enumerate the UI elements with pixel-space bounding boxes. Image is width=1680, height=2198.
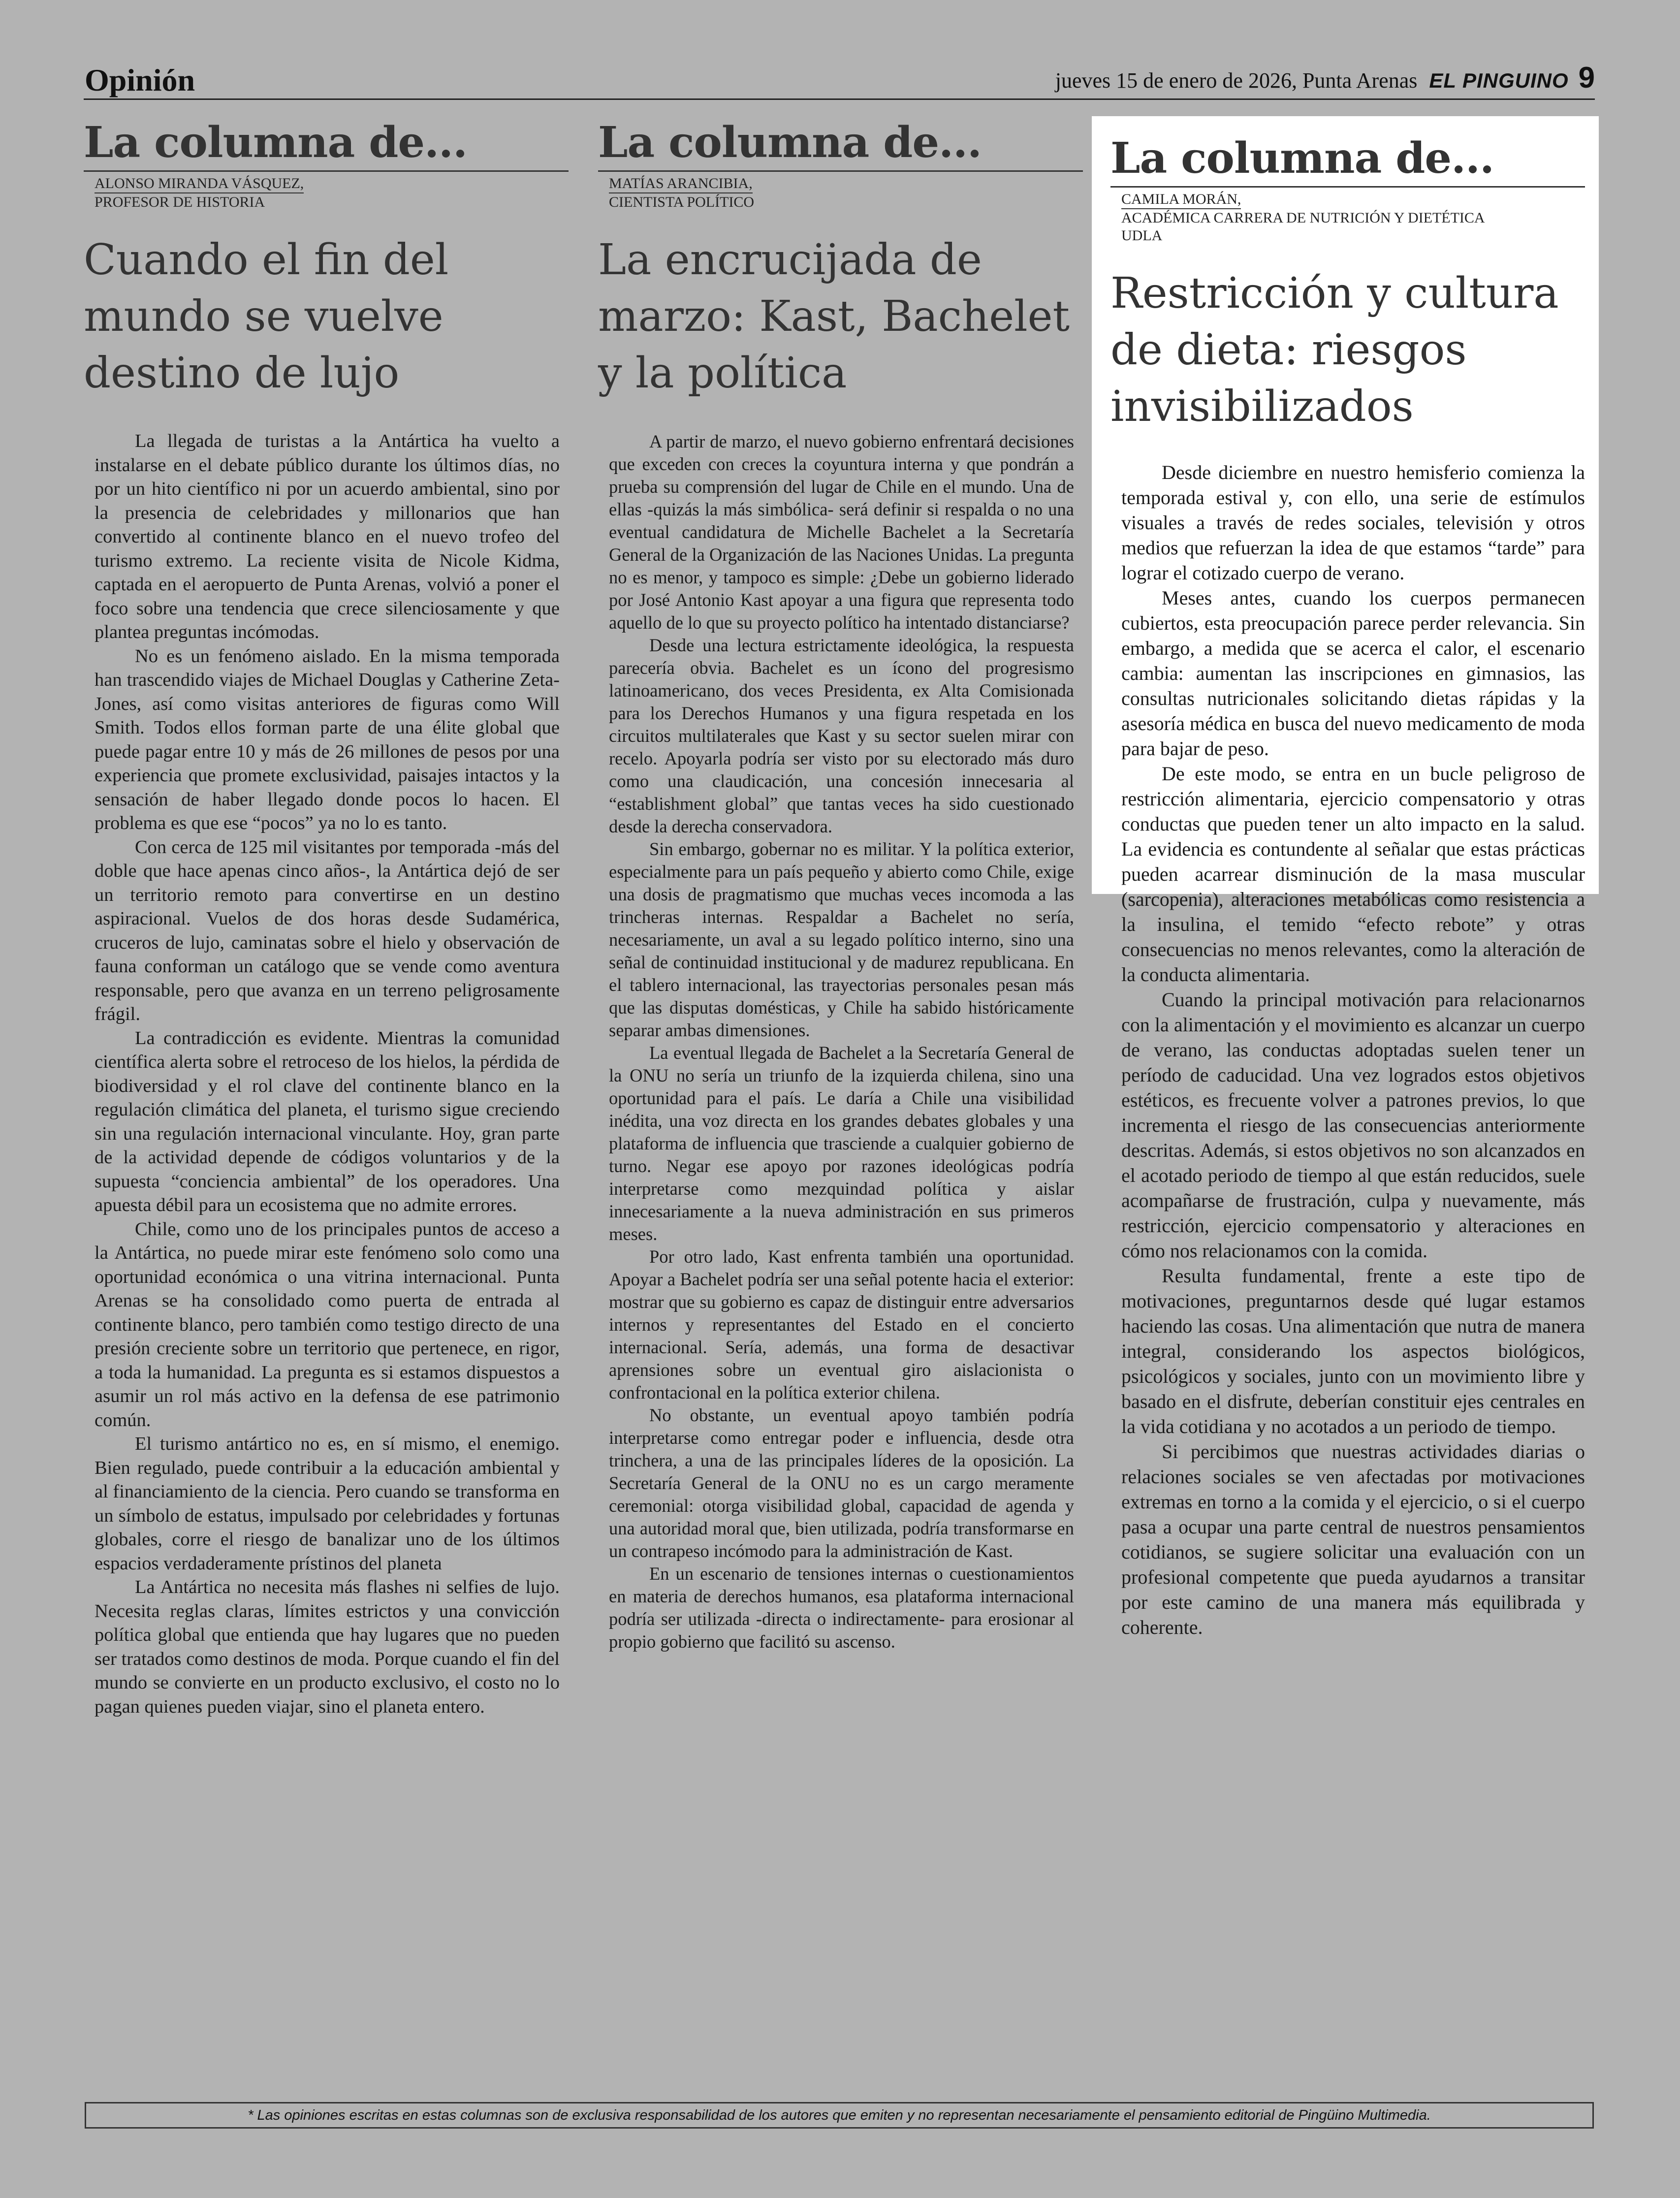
paragraph: Por otro lado, Kast enfrenta también una oportunidad. Apoyar a Bachelet podría ser una señal potente hacia el exterior: mostrar que su gobierno es capaz de distinguir entre adversarios internos y representantes del Estado en el concierto internacional. Sería, además, una forma de desactivar aprensiones sobre un eventual giro aislacionista o confrontacional en la política exterior chilena. xyxy=(609,1246,1074,1402)
page-number: 9 xyxy=(1578,61,1595,94)
paragraph: Desde diciembre en nuestro hemisferio comienza la temporada estival y, con ello, una serie de estímulos visuales a través de redes sociales, televisión y otros medios que refuerzan la idea de que estamos “tarde” para lograr el cotizado cuerpo de verano. xyxy=(1121,461,1585,584)
author-role: PROFESOR DE HISTORIA xyxy=(95,194,265,210)
paragraph: La eventual llegada de Bachelet a la Secretaría General de la ONU no sería un triunfo de la izquierda chilena, sino una oportunidad para el país. Le daría a Chile una visibilidad inédita, una voz directa en los grandes debates globales y una plataforma de influencia que trasciende a cualquier gobierno de turno. Negar ese apoyo por razones ideológicas podría interpretarse como mezquindad política y aislar innecesariamente a la nueva administración en sus primeros meses. xyxy=(609,1043,1074,1244)
opinion-column-1 xyxy=(84,118,569,2058)
paragraph: A partir de marzo, el nuevo gobierno enfrentará decisiones que exceden con creces la coyuntura interna y que pondrán a prueba su comprensión del lugar de Chile en el mundo. Una de ellas -quizás la más simbólica- será definir si respalda o no una eventual candidatura de Michelle Bachelet a la Secretaría General de la Organización de las Naciones Unidas. La pregunta no es menor, y tampoco es simple: ¿Debe un gobierno liderado por José Antonio Kast apoyar a una figura que representa todo aquello de lo que su proyecto político ha intentado distanciarse? xyxy=(609,431,1074,633)
byline xyxy=(598,175,1083,211)
kicker-divider xyxy=(84,170,569,172)
disclaimer-box: * Las opiniones escritas en estas columnas son de exclusiva responsabilidad de los autores que emiten y no representan necesariamente el pensamiento editorial de Pingüino Multimedia. xyxy=(85,2102,1594,2129)
paragraph: Si percibimos que nuestras actividades diarias o relaciones sociales se ven afectadas por motivaciones extremas en torno a la comida y el ejercicio, o si el cuerpo pasa a ocupar una parte central de nuestros pensamientos cotidianos, se sugiere solicitar una evaluación con un profesional competente que pueda ayudarnos a transitar por este camino de una manera más equilibrada y coherente. xyxy=(1121,1440,1585,1638)
paragraph: No obstante, un eventual apoyo también podría interpretarse como entregar poder e influencia, desde otra trinchera, a una de las principales líderes de la oposición. La Secretaría General de la ONU no es un cargo meramente ceremonial: otorga visibilidad global, capacidad de agenda y una autoridad moral que, bien utilizada, podría transformarse en un contrapeso incómodo para la administración de Kast. xyxy=(609,1405,1074,1561)
section-name: Opinión xyxy=(85,63,195,97)
opinion-column-3 xyxy=(1092,116,1599,1638)
article-body xyxy=(598,430,1083,1653)
newspaper-logo: EL PINGUINO xyxy=(1429,69,1569,92)
article-body xyxy=(84,429,569,1719)
byline xyxy=(84,175,569,211)
kicker-divider xyxy=(1110,186,1585,188)
article-headline: La encrucijada de marzo: Kast, Bachelet y la política xyxy=(598,235,1070,398)
opinion-column-2 xyxy=(598,118,1083,2058)
page-header xyxy=(84,59,1595,100)
paragraph: Chile, como uno de los principales puntos de acceso a la Antártica, no puede mirar este fenómeno solo como una oportunidad económica o una vitrina internacional. Punta Arenas se ha consolidado como puerta de entrada al continente blanco, pero también como testigo directo de una presión creciente sobre un territorio que pertenece, en rigor, a toda la humanidad. La pregunta es si estamos dispuestos a asumir un rol más activo en la defensa de ese patrimonio común. xyxy=(95,1218,560,1431)
paragraph: En un escenario de tensiones internas o cuestionamientos en materia de derechos humanos, esa plataforma internacional podría ser utilizada -directa o indirectamente- para erosionar al propio gobierno que facilitó su ascenso. xyxy=(609,1563,1074,1652)
byline xyxy=(1110,191,1585,245)
column-kicker: La columna de... xyxy=(84,118,467,167)
header-meta xyxy=(1055,61,1595,94)
paragraph: La contradicción es evidente. Mientras la comunidad científica alerta sobre el retroceso de los hielos, la pérdida de biodiversidad y el rol clave del continente blanco en la regulación climática del planeta, el turismo sigue creciendo sin una regulación internacional vinculante. Hoy, gran parte de la actividad depende de códigos voluntarios y de la supuesta “conciencia ambiental” de los operadores. Una apuesta débil para un ecosistema que no admite errores. xyxy=(95,1027,560,1215)
dateline: jueves 15 de enero de 2026, Punta Arenas xyxy=(1055,68,1418,93)
paragraph: Meses antes, cuando los cuerpos permanecen cubiertos, esta preocupación parece perder relevancia. Sin embargo, a medida que se acerca el calor, el escenario cambia: aumentan las inscripciones en gimnasios, las consultas nutricionales solicitando dietas rápidas y la asesoría médica en busca del nuevo medicamento de moda para bajar de peso. xyxy=(1121,587,1585,760)
article-headline: Restricción y cultura de dieta: riesgos invisibilizados xyxy=(1110,269,1559,431)
column-kicker: La columna de... xyxy=(598,118,982,167)
article-headline: Cuando el fin del mundo se vuelve destino de lujo xyxy=(84,235,449,398)
article-body xyxy=(1110,460,1585,1640)
paragraph: Resulta fundamental, frente a este tipo de motivaciones, preguntarnos desde qué lugar estamos haciendo las cosas. Una alimentación que nutra de manera integral, considerando los aspectos biológicos, psicológicos y sociales, junto con un movimiento libre y basado en el disfrute, deberían constituir ejes centrales en la vida cotidiana y no acotados a un periodo de tiempo. xyxy=(1121,1265,1585,1437)
paragraph: La Antártica no necesita más flashes ni selfies de lujo. Necesita reglas claras, límites estrictos y una convicción política global que entienda que hay lugares que no pueden ser tratados como destinos de moda. Porque cuando el fin del mundo se convierte en un producto exclusivo, el costo no lo pagan quienes pueden viajar, sino el planeta entero. xyxy=(95,1577,560,1717)
author-name: ALONSO MIRANDA VÁSQUEZ, xyxy=(95,175,304,193)
column-kicker: La columna de... xyxy=(1110,133,1494,183)
author-organization: UDLA xyxy=(1121,227,1163,244)
paragraph: No es un fenómeno aislado. En la misma temporada han trascendido viajes de Michael Douglas y Catherine Zeta-Jones, así como visitas anteriores de figuras como Will Smith. Todos ellos forman parte de una élite global que puede pagar entre 10 y más de 26 millones de pesos por una experiencia que promete exclusividad, paisajes intactos y la sensación de haber llegado donde pocos lo hacen. El problema es que ese “pocos” ya no lo es tanto. xyxy=(95,645,560,833)
paragraph: Cuando la principal motivación para relacionarnos con la alimentación y el movimiento es alcanzar un cuerpo de verano, las conductas adoptadas suelen tener un período de caducidad. Una vez logrados estos objetivos estéticos, es frecuente volver a patrones previos, lo que incrementa el riesgo de las consecuencias anteriormente descritas. Además, si estos objetivos no son alcanzados en el acotado periodo de tiempo al que están reducidos, suele acompañarse de frustración, culpa y nuevamente, más restricción, ejercicio compensatorio y alteraciones en cómo nos relacionamos con la comida. xyxy=(1121,988,1585,1262)
paragraph: Con cerca de 125 mil visitantes por temporada -más del doble que hace apenas cinco años-, la Antártica dejó de ser un territorio remoto para convertirse en un destino aspiracional. Vuelos de dos horas desde Sudamérica, cruceros de lujo, caminatas sobre el hielo y observación de fauna conforman un catálogo que se vende como aventura responsable, pero que avanza en un terreno peligrosamente frágil. xyxy=(95,836,560,1024)
author-name: CAMILA MORÁN, xyxy=(1121,191,1241,209)
paragraph: Sin embargo, gobernar no es militar. Y la política exterior, especialmente para un país pequeño y abierto como Chile, exige una dosis de pragmatismo que muchas veces incomoda a las trincheras internas. Respaldar a Bachelet no sería, necesariamente, un aval a su legado político interno, sino una señal de continuidad institucional y de madurez republicana. En el tablero internacional, las trayectorias personales pesan más que las disputas domésticas, y Chile ha sabido históricamente separar ambas dimensiones. xyxy=(609,839,1074,1040)
author-name: MATÍAS ARANCIBIA, xyxy=(609,175,753,193)
paragraph: La llegada de turistas a la Antártica ha vuelto a instalarse en el debate público durante los últimos días, no por un hito científico ni por un acuerdo ambiental, sino por la presencia de celebridades y millonarios que han convertido al continente blanco en el nuevo trofeo del turismo extremo. La reciente visita de Nicole Kidma, captada en el aeropuerto de Punta Arenas, volvió a poner el foco sobre una tendencia que crece silenciosamente y que plantea preguntas incómodas. xyxy=(95,431,560,642)
paragraph: El turismo antártico no es, en sí mismo, el enemigo. Bien regulado, puede contribuir a la educación ambiental y al financiamiento de la ciencia. Pero cuando se transforma en un símbolo de estatus, impulsado por celebridades y fortunas globales, corre el riesgo de banalizar uno de los últimos espacios verdaderamente prístinos del planeta xyxy=(95,1433,560,1574)
author-role: ACADÉMICA CARRERA DE NUTRICIÓN Y DIETÉTICA xyxy=(1121,210,1485,226)
kicker-divider xyxy=(598,170,1083,172)
paragraph: De este modo, se entra en un bucle peligroso de restricción alimentaria, ejercicio compensatorio y otras conductas que pueden tener un alto impacto en la salud. La evidencia es contundente al señalar que estas prácticas pueden acarrear disminución de la masa muscular (sarcopenia), alteraciones metabólicas como resistencia a la insulina, el temido “efecto rebote” y otras consecuencias no menos relevantes, como la alteración de la conducta alimentaria. xyxy=(1121,763,1585,986)
paragraph: Desde una lectura estrictamente ideológica, la respuesta parecería obvia. Bachelet es un ícono del progresismo latinoamericano, dos veces Presidenta, ex Alta Comisionada para los Derechos Humanos y una figura respetada en los circuitos multilaterales que Kast y su sector suelen mirar con recelo. Apoyarla podría ser visto por su electorado más duro como una claudicación, una concesión innecesaria al “establishment global” que tantas veces ha sido cuestionado desde la derecha conservadora. xyxy=(609,635,1074,836)
author-role: CIENTISTA POLÍTICO xyxy=(609,194,755,210)
